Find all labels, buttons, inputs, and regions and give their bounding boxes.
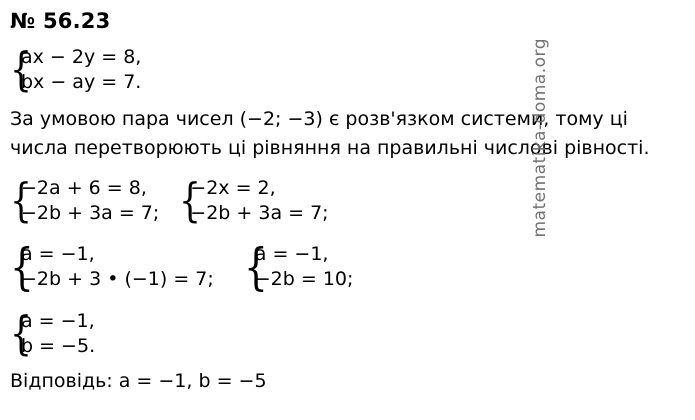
system-step-1-right-equations [190,176,328,226]
brace-icon: { [179,173,202,228]
brace-icon: { [10,173,32,228]
step-row-1 [10,173,685,228]
system-final-equations [21,309,95,359]
system-step-2-right [243,237,354,296]
brace-icon: { [10,237,34,296]
system-step-1-right [179,173,329,228]
equation-line: −2a + 6 = 8, [21,177,147,200]
explanation-text: За умовою пара чисел (−2; −3) є розв'язком системи, тому ці числа перетворюють ці рівняння на правильні числові рівності. [10,108,650,159]
system-step-2-left [10,237,214,296]
equation-line: −2b + 3a = 7; [190,202,329,225]
equation-line: a = −1, [254,243,329,266]
system-step-2-right-equations [255,242,354,292]
equation-line: ax − 2y = 8, [21,46,142,69]
equation-line: −2x = 2, [190,177,276,200]
brace-icon: { [10,42,32,97]
system-step-2-left-equations [21,242,214,292]
system-step-1-left-equations [21,176,159,226]
equation-line: −2b + 3a = 7; [21,202,160,225]
equation-line: −2b + 3 • (−1) = 7; [21,268,214,291]
system-final [10,305,685,360]
watermark-text: matematika-doma.org [530,38,550,238]
answer-text: Відповідь: a = −1, b = −5 [10,369,267,392]
step-row-2 [10,237,685,296]
equation-line: a = −1, [21,243,95,266]
brace-icon: { [10,305,32,360]
equation-line: a = −1, [21,309,95,332]
system-initial [10,42,685,97]
system-step-1-left [10,173,160,228]
page-title: № 56.23 [10,9,111,33]
equation-line: b = −5. [21,334,96,357]
system-initial-equations [21,45,141,95]
equation-line: bx − ay = 7. [21,71,142,94]
equation-line: −2b = 10; [254,268,354,291]
brace-icon: { [243,237,268,296]
